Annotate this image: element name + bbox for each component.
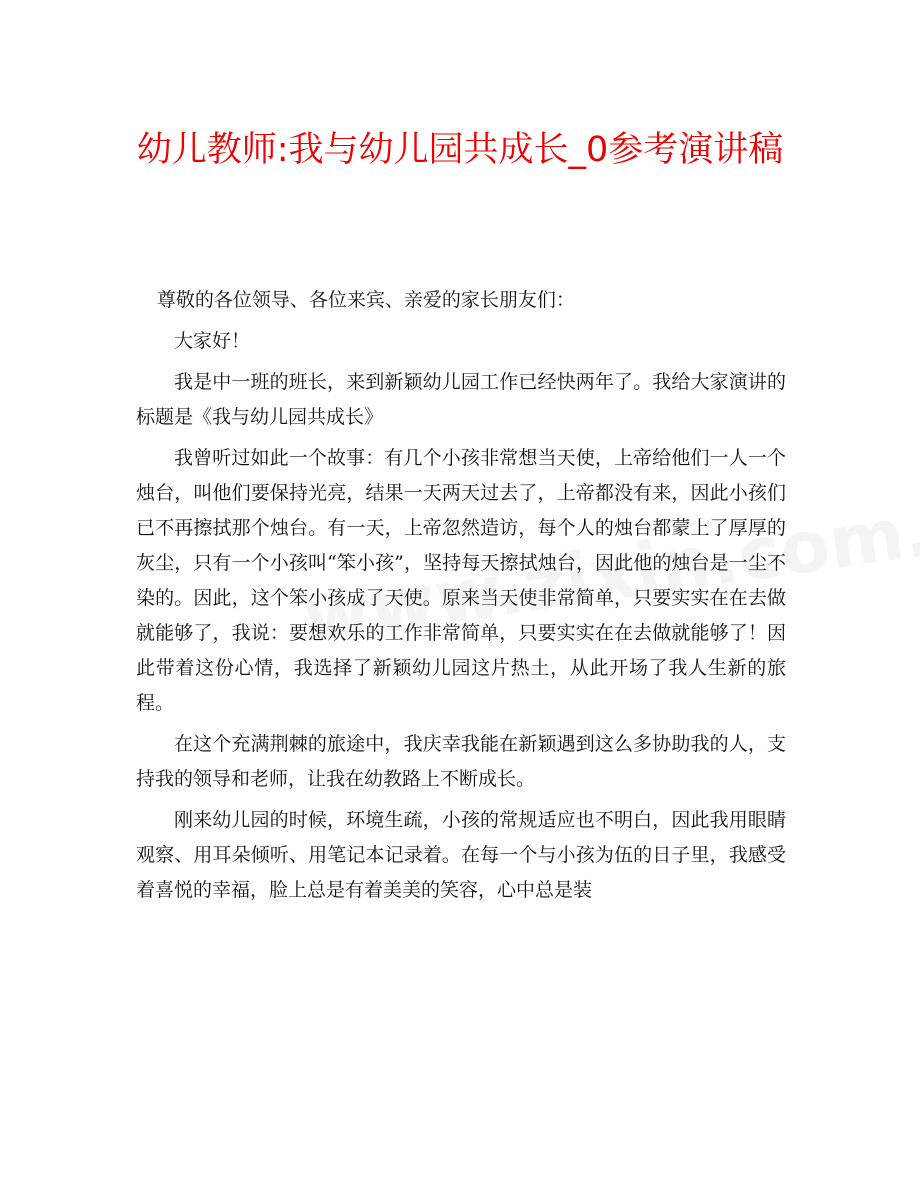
paragraph-gratitude: 在这个充满荆棘的旅途中，我庆幸我能在新颖遇到这么多协助我的人，支持我的领导和老师，让我在幼教路上不断成长。: [136, 733, 786, 790]
paragraph-beginning: 刚来幼儿园的时候，环境生疏，小孩的常规适应也不明白，因此我用眼睛观察、用耳朵倾听、用笔记本记录着。在每一个与小孩为伍的日子里，我感受着喜悦的幸福，脸上总是有着美美的笑容，心中总是装: [136, 809, 786, 901]
paragraph-salutation: 尊敬的各位领导、各位来宾、亲爱的家长朋友们：: [156, 289, 575, 311]
document-body: [136, 283, 786, 914]
paragraph-greeting: 大家好！: [174, 330, 251, 352]
page-title: 幼儿教师:我与幼儿园共成长_0参考演讲稿: [136, 130, 784, 170]
paragraph-story: 我曾听过如此一个故事：有几个小孩非常想当天使，上帝给他们一人一个烛台，叫他们要保持光亮，结果一天两天过去了，上帝都没有来，因此小孩们已不再擦拭那个烛台。有一天，上帝忽然造访，每个人的烛台都蒙上了厚厚的灰尘，只有一个小孩叫“笨小孩”，坚持每天擦拭烛台，因此他的烛台是一尘不染的。因此，这个笨小孩成了天使。原来当天使非常简单，只要实实在在去做就能够了，我说：要想欢乐的工作非常简单，只要实实在在去做就能够了！因此带着这份心情，我选择了新颖幼儿园这片热土，从此开场了我人生新的旅程。: [136, 447, 786, 714]
paragraph-introduction: 我是中一班的班长，来到新颖幼儿园工作已经快两年了。我给大家演讲的标题是《我与幼儿园共成长》: [136, 371, 786, 428]
